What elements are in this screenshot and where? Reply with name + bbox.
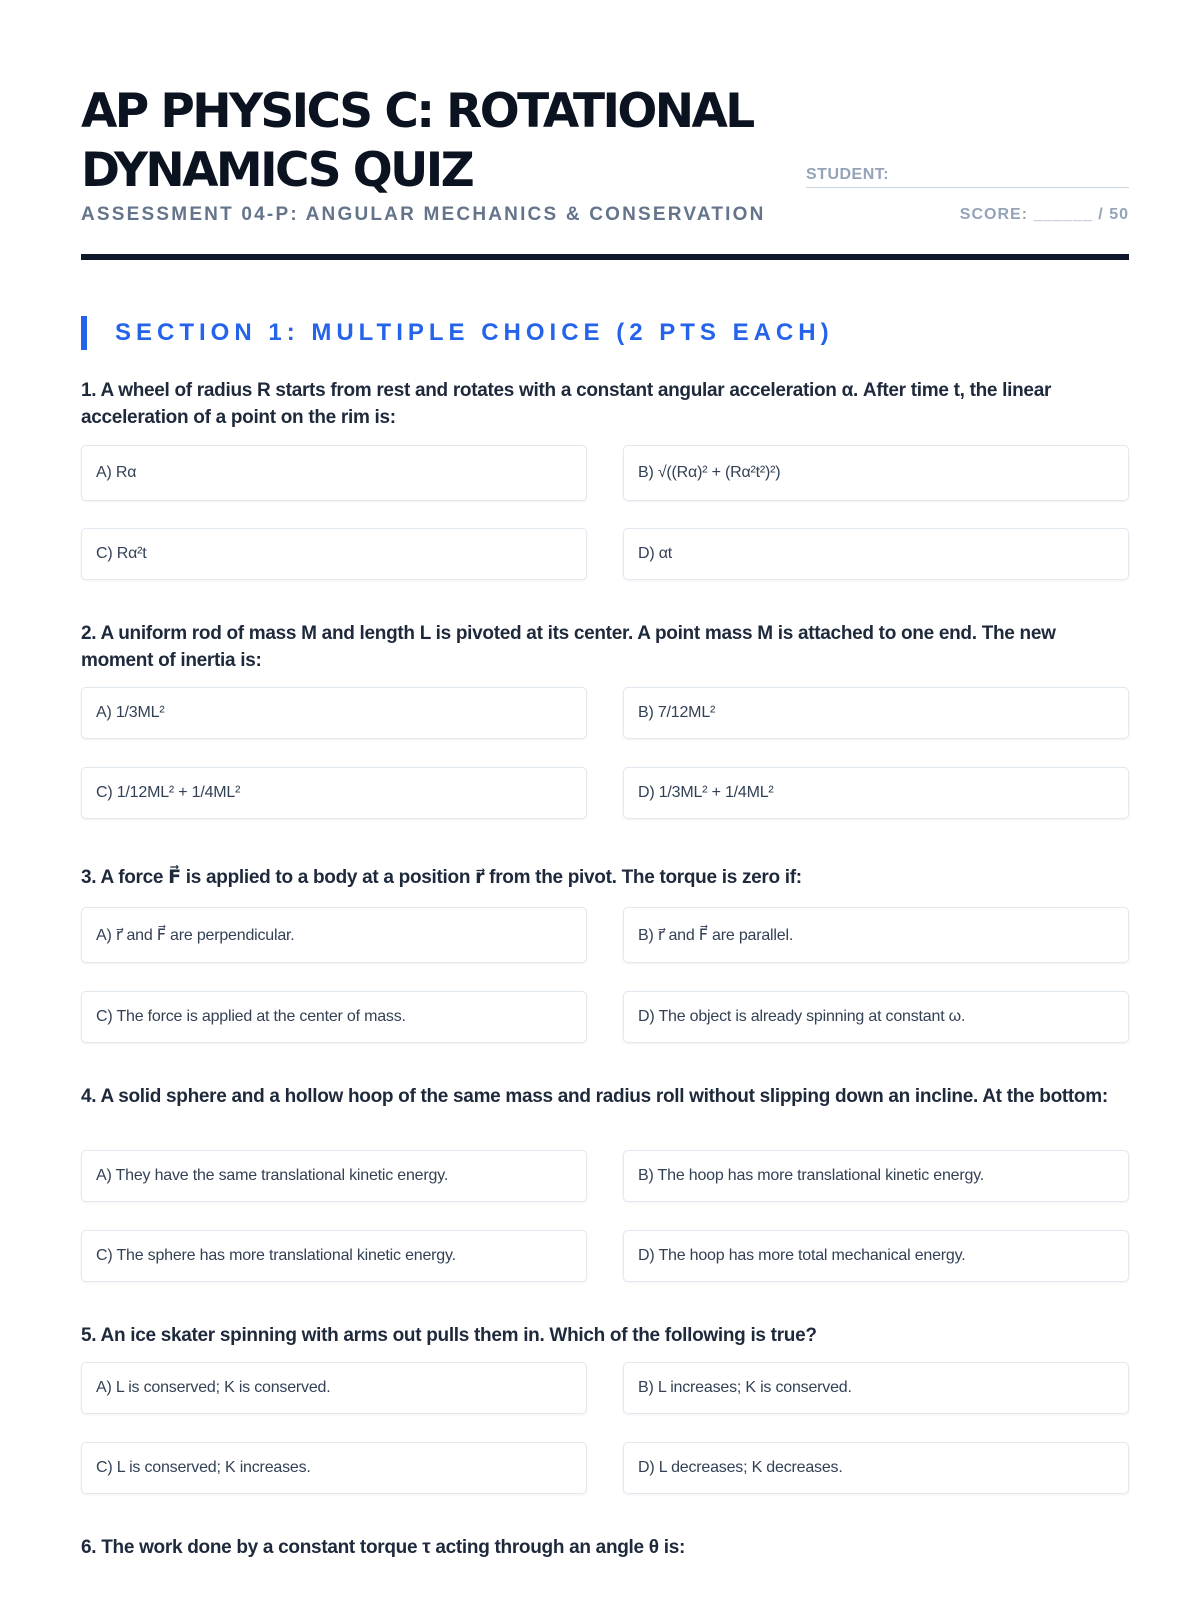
- question-2: 2. A uniform rod of mass M and length L is pivoted at its center. A point mass M is attached to one end. The new moment of inertia is:: [81, 623, 1056, 671]
- option-2d[interactable]: D) 1/3ML² + 1/4ML²: [623, 767, 1129, 819]
- assessment-subtitle: ASSESSMENT 04-P: ANGULAR MECHANICS & CONSERVATION: [81, 204, 766, 225]
- option-5b[interactable]: B) L increases; K is conserved.: [623, 1362, 1129, 1414]
- option-1b[interactable]: B) √((Rα)² + (Rα²t²)²): [623, 445, 1129, 501]
- option-5c[interactable]: C) L is conserved; K increases.: [81, 1442, 587, 1494]
- score-field: SCORE: ______ / 50: [959, 206, 1129, 223]
- option-4b[interactable]: B) The hoop has more translational kinetic energy.: [623, 1150, 1129, 1202]
- option-2a[interactable]: A) 1/3ML²: [81, 687, 587, 739]
- question-5: 5. An ice skater spinning with arms out pulls them in. Which of the following is true?: [81, 1325, 817, 1346]
- option-1a[interactable]: A) Rα: [81, 445, 587, 501]
- option-3d[interactable]: D) The object is already spinning at constant ω.: [623, 991, 1129, 1043]
- option-5d[interactable]: D) L decreases; K decreases.: [623, 1442, 1129, 1494]
- header-divider: [81, 254, 1129, 260]
- question-4: 4. A solid sphere and a hollow hoop of the same mass and radius roll without slipping down an incline. At the bottom:: [81, 1086, 1108, 1107]
- option-3a[interactable]: A) r⃗ and F⃗ are perpendicular.: [81, 907, 587, 963]
- option-1c[interactable]: C) Rα²t: [81, 528, 587, 580]
- quiz-header: [81, 0, 1129, 262]
- question-3: 3. A force F⃗ is applied to a body at a position r⃗ from the pivot. The torque is zero if:: [81, 867, 802, 888]
- option-3b[interactable]: B) r⃗ and F⃗ are parallel.: [623, 907, 1129, 963]
- option-3c[interactable]: C) The force is applied at the center of mass.: [81, 991, 587, 1043]
- question-6: 6. The work done by a constant torque τ acting through an angle θ is:: [81, 1537, 686, 1558]
- quiz-page: [81, 0, 1129, 1558]
- option-4a[interactable]: A) They have the same translational kinetic energy.: [81, 1150, 587, 1202]
- page-title: AP PHYSICS C: ROTATIONAL DYNAMICS QUIZ: [81, 84, 753, 198]
- option-4c[interactable]: C) The sphere has more translational kinetic energy.: [81, 1230, 587, 1282]
- option-2c[interactable]: C) 1/12ML² + 1/4ML²: [81, 767, 587, 819]
- student-name-field[interactable]: STUDENT:: [806, 166, 1129, 188]
- option-4d[interactable]: D) The hoop has more total mechanical energy.: [623, 1230, 1129, 1282]
- question-1: 1. A wheel of radius R starts from rest and rotates with a constant angular acceleration α. After time t, the linear acceleration of a point on the rim is:: [81, 380, 1052, 428]
- option-1d[interactable]: D) αt: [623, 528, 1129, 580]
- option-2b[interactable]: B) 7/12ML²: [623, 687, 1129, 739]
- section-heading: SECTION 1: MULTIPLE CHOICE (2 PTS EACH): [81, 316, 834, 350]
- option-5a[interactable]: A) L is conserved; K is conserved.: [81, 1362, 587, 1414]
